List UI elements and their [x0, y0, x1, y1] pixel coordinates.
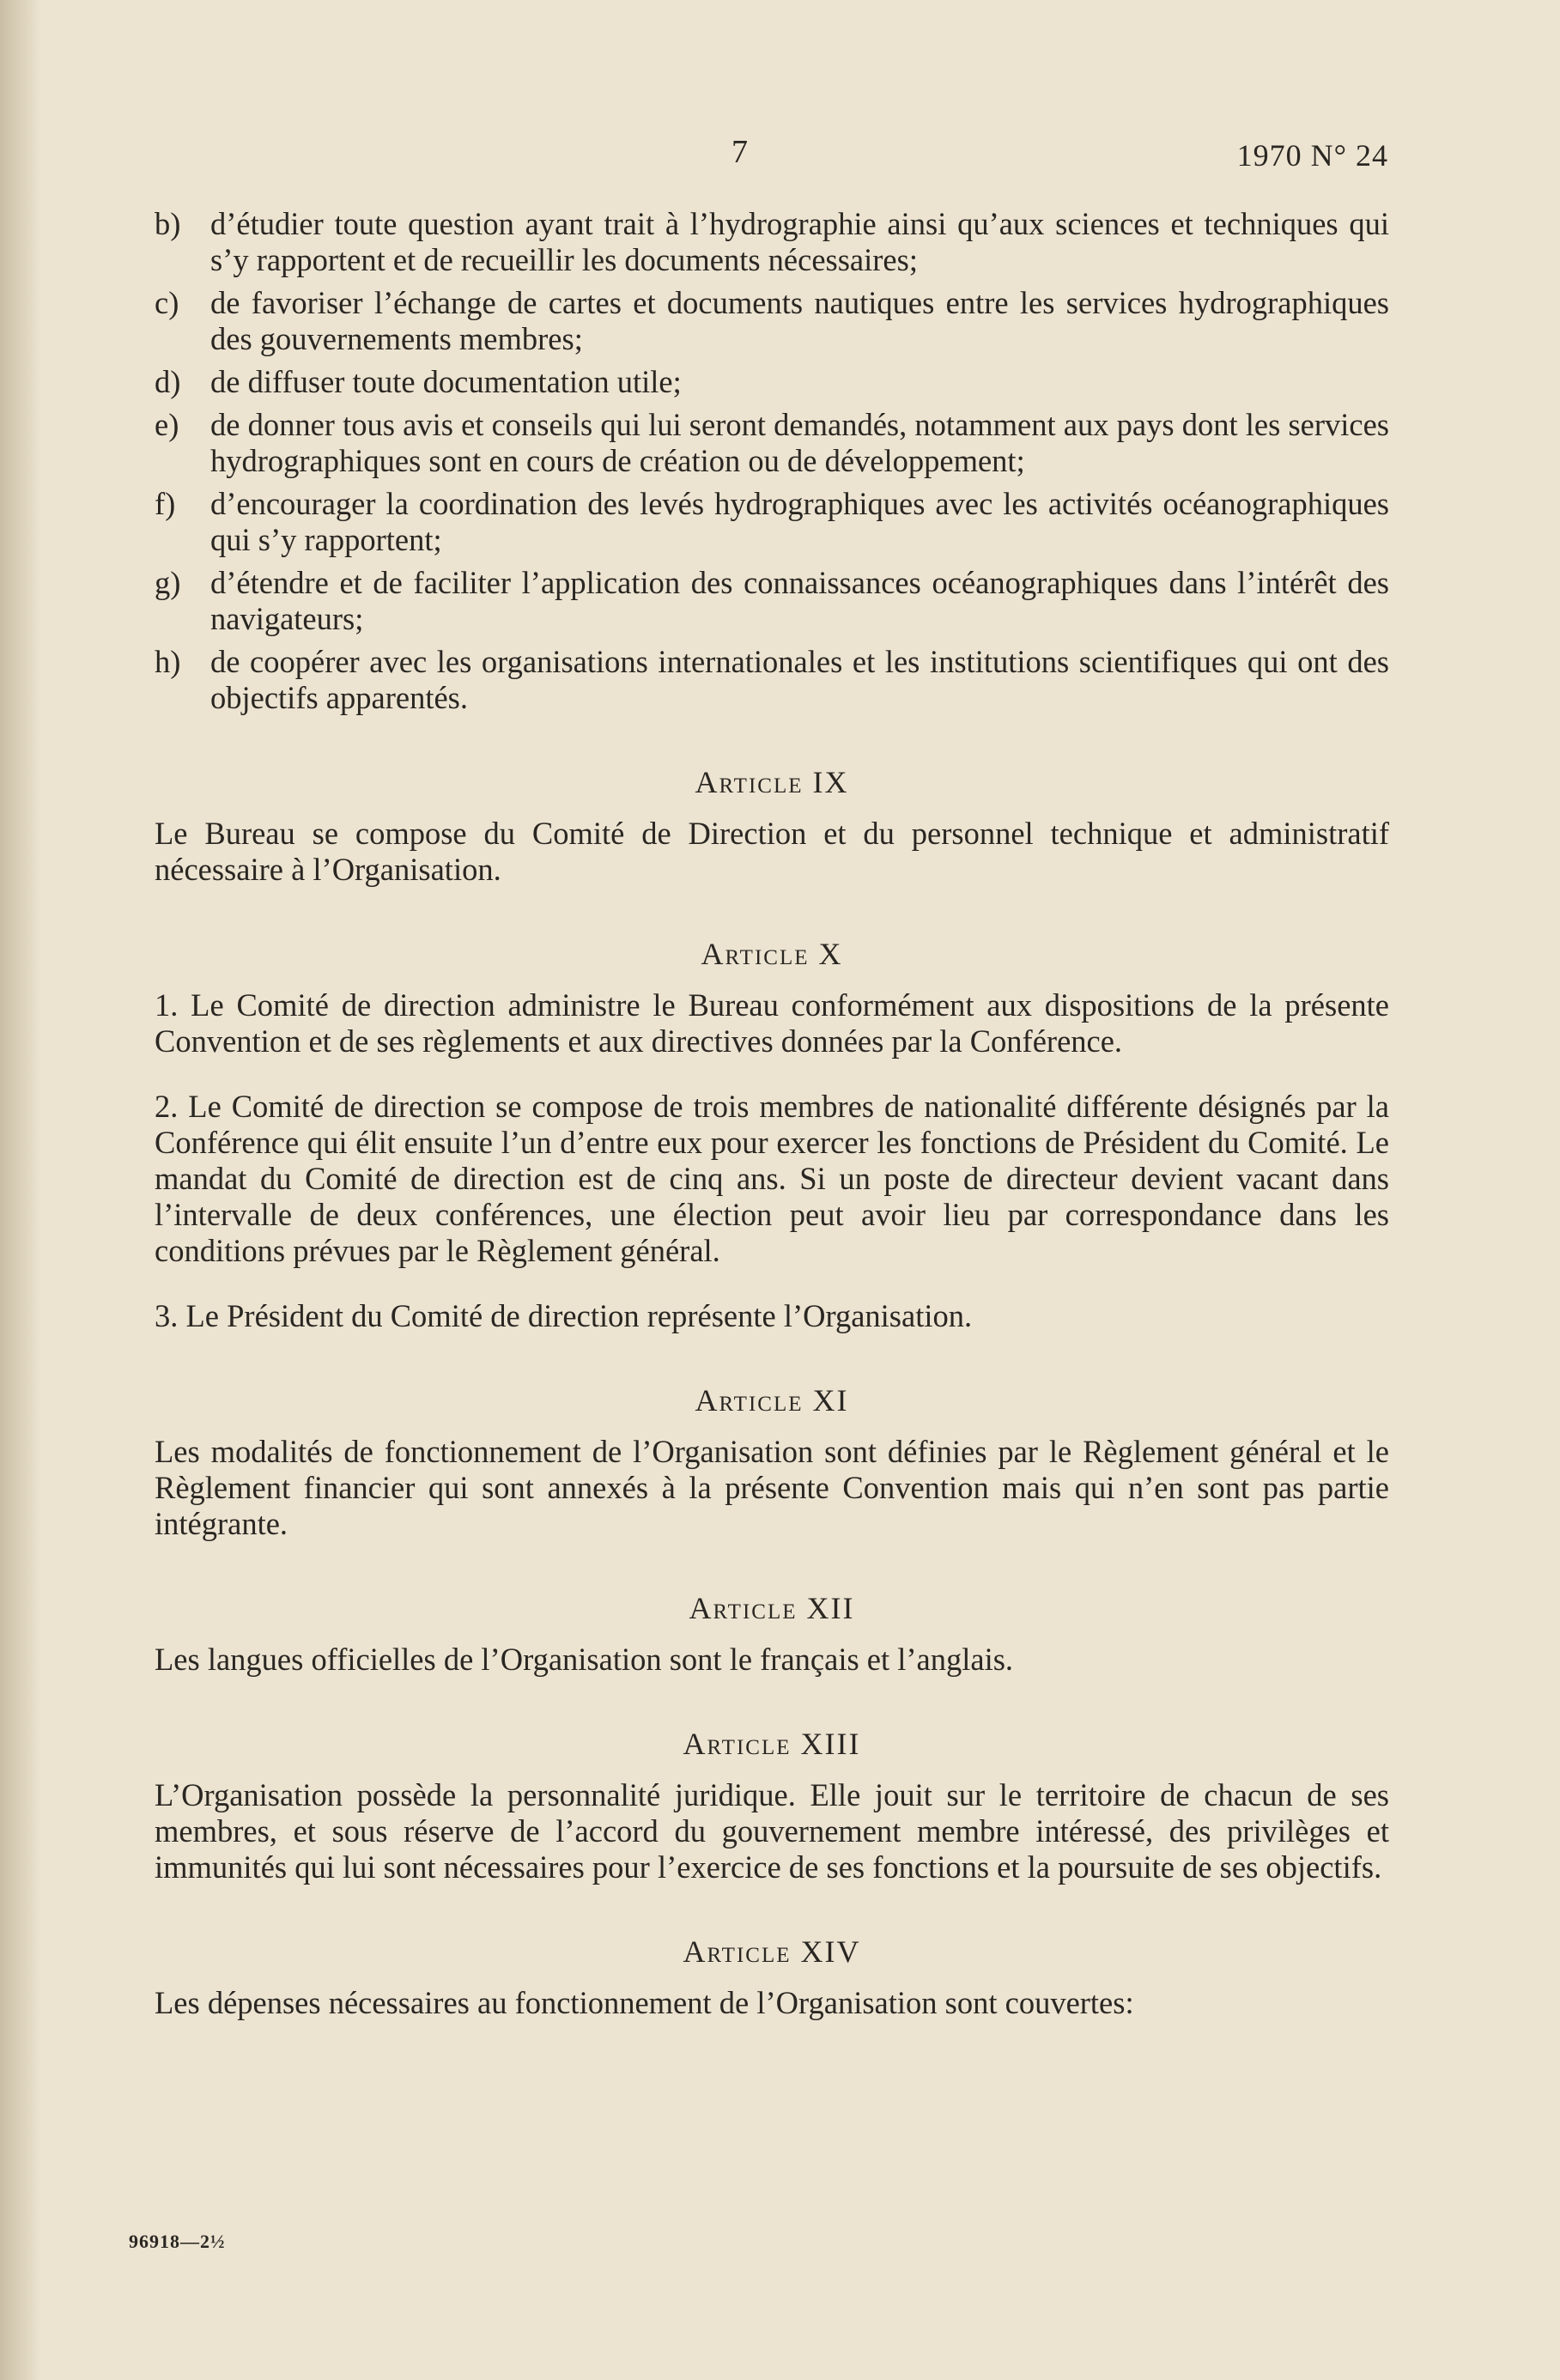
- list-item-mark: g): [155, 565, 181, 600]
- list-item-text: d’encourager la coordination des levés hydrographiques avec les activités océanographiques qui s’y rapportent;: [210, 486, 1389, 557]
- article-ix-paragraph: Le Bureau se compose du Comité de Direction et du personnel technique et administratif nécessaire à l’Organisation.: [155, 816, 1389, 887]
- list-item: [155, 285, 1389, 357]
- list-item: [155, 565, 1389, 637]
- article-xiv-paragraph: Les dépenses nécessaires au fonctionnement de l’Organisation sont couvertes:: [155, 1985, 1134, 2020]
- list-item-mark: b): [155, 206, 181, 241]
- list-item-text: de coopérer avec les organisations internationales et les institutions scientifiques qui ont des objectifs apparentés.: [210, 644, 1389, 715]
- list-item: [155, 407, 1389, 479]
- list-item-mark: d): [155, 364, 181, 399]
- list-item-text: d’étendre et de faciliter l’application des connaissances océanographiques dans l’intérêt des navigateurs;: [210, 565, 1389, 636]
- list-item-text: de favoriser l’échange de cartes et documents nautiques entre les services hydrographiques des gouvernements membres;: [210, 285, 1389, 356]
- year-and-number: 1970 N° 24: [1236, 138, 1388, 173]
- article-xii-paragraph: Les langues officielles de l’Organisation sont le français et l’anglais.: [155, 1642, 1014, 1677]
- list-item: [155, 364, 1389, 400]
- article-x-title: Article X: [701, 937, 843, 971]
- article-xi-paragraph: Les modalités de fonctionnement de l’Organisation sont définies par le Règlement général et le Règlement financier qui sont annexés à la présente Convention mais qui n’en sont pas partie intégrante.: [155, 1434, 1389, 1541]
- list-item-mark: f): [155, 486, 176, 521]
- list-item-text: d’étudier toute question ayant trait à l’hydrographie ainsi qu’aux sciences et techniques qui s’y rapportent et de recueillir les documents nécessaires;: [210, 206, 1389, 277]
- page-body: [155, 206, 1389, 2026]
- objectives-list: [155, 206, 1389, 716]
- list-item: [155, 206, 1389, 278]
- article-xiv-title: Article XIV: [683, 1934, 861, 1969]
- list-item: [155, 644, 1389, 716]
- list-item-mark: e): [155, 407, 179, 442]
- print-code: 96918—2½: [129, 2231, 226, 2252]
- article-xiii-paragraph: L’Organisation possède la personnalité juridique. Elle jouit sur le territoire de chacun de ses membres, et sous réserve de l’accord du gouvernement membre intéressé, des privilèges et immunités qui lui sont nécessaires pour l’exercice de ses fonctions et la poursuite de ses objectifs.: [155, 1777, 1389, 1885]
- article-x-paragraph-1: 1. Le Comité de direction administre le Bureau conformément aux dispositions de la présente Convention et de ses règlements et aux directives données par la Conférence.: [155, 987, 1389, 1059]
- list-item: [155, 486, 1389, 558]
- list-item-mark: c): [155, 285, 179, 320]
- article-xii-title: Article XII: [689, 1591, 855, 1625]
- list-item-mark: h): [155, 644, 181, 679]
- list-item-text: de diffuser toute documentation utile;: [210, 364, 682, 399]
- page-number: 7: [731, 134, 748, 170]
- article-xiii-title: Article XIII: [683, 1727, 861, 1761]
- article-xi-title: Article XI: [695, 1383, 849, 1418]
- article-ix-title: Article IX: [695, 765, 849, 799]
- list-item-text: de donner tous avis et conseils qui lui seront demandés, notamment aux pays dont les services hydrographiques sont en cours de création ou de développement;: [210, 407, 1389, 478]
- article-x-paragraph-2: 2. Le Comité de direction se compose de trois membres de nationalité différente désignés par la Conférence qui élit ensuite l’un d’entre eux pour exercer les fonctions de Président du Comité. Le mandat du Comité de direction est de cinq ans. Si un poste de directeur devient vacant dans l’intervalle de deux conférences, une élection peut avoir lieu par correspondance dans les conditions prévues par le Règlement général.: [155, 1089, 1389, 1268]
- article-x-paragraph-3: 3. Le Président du Comité de direction représente l’Organisation.: [155, 1298, 973, 1333]
